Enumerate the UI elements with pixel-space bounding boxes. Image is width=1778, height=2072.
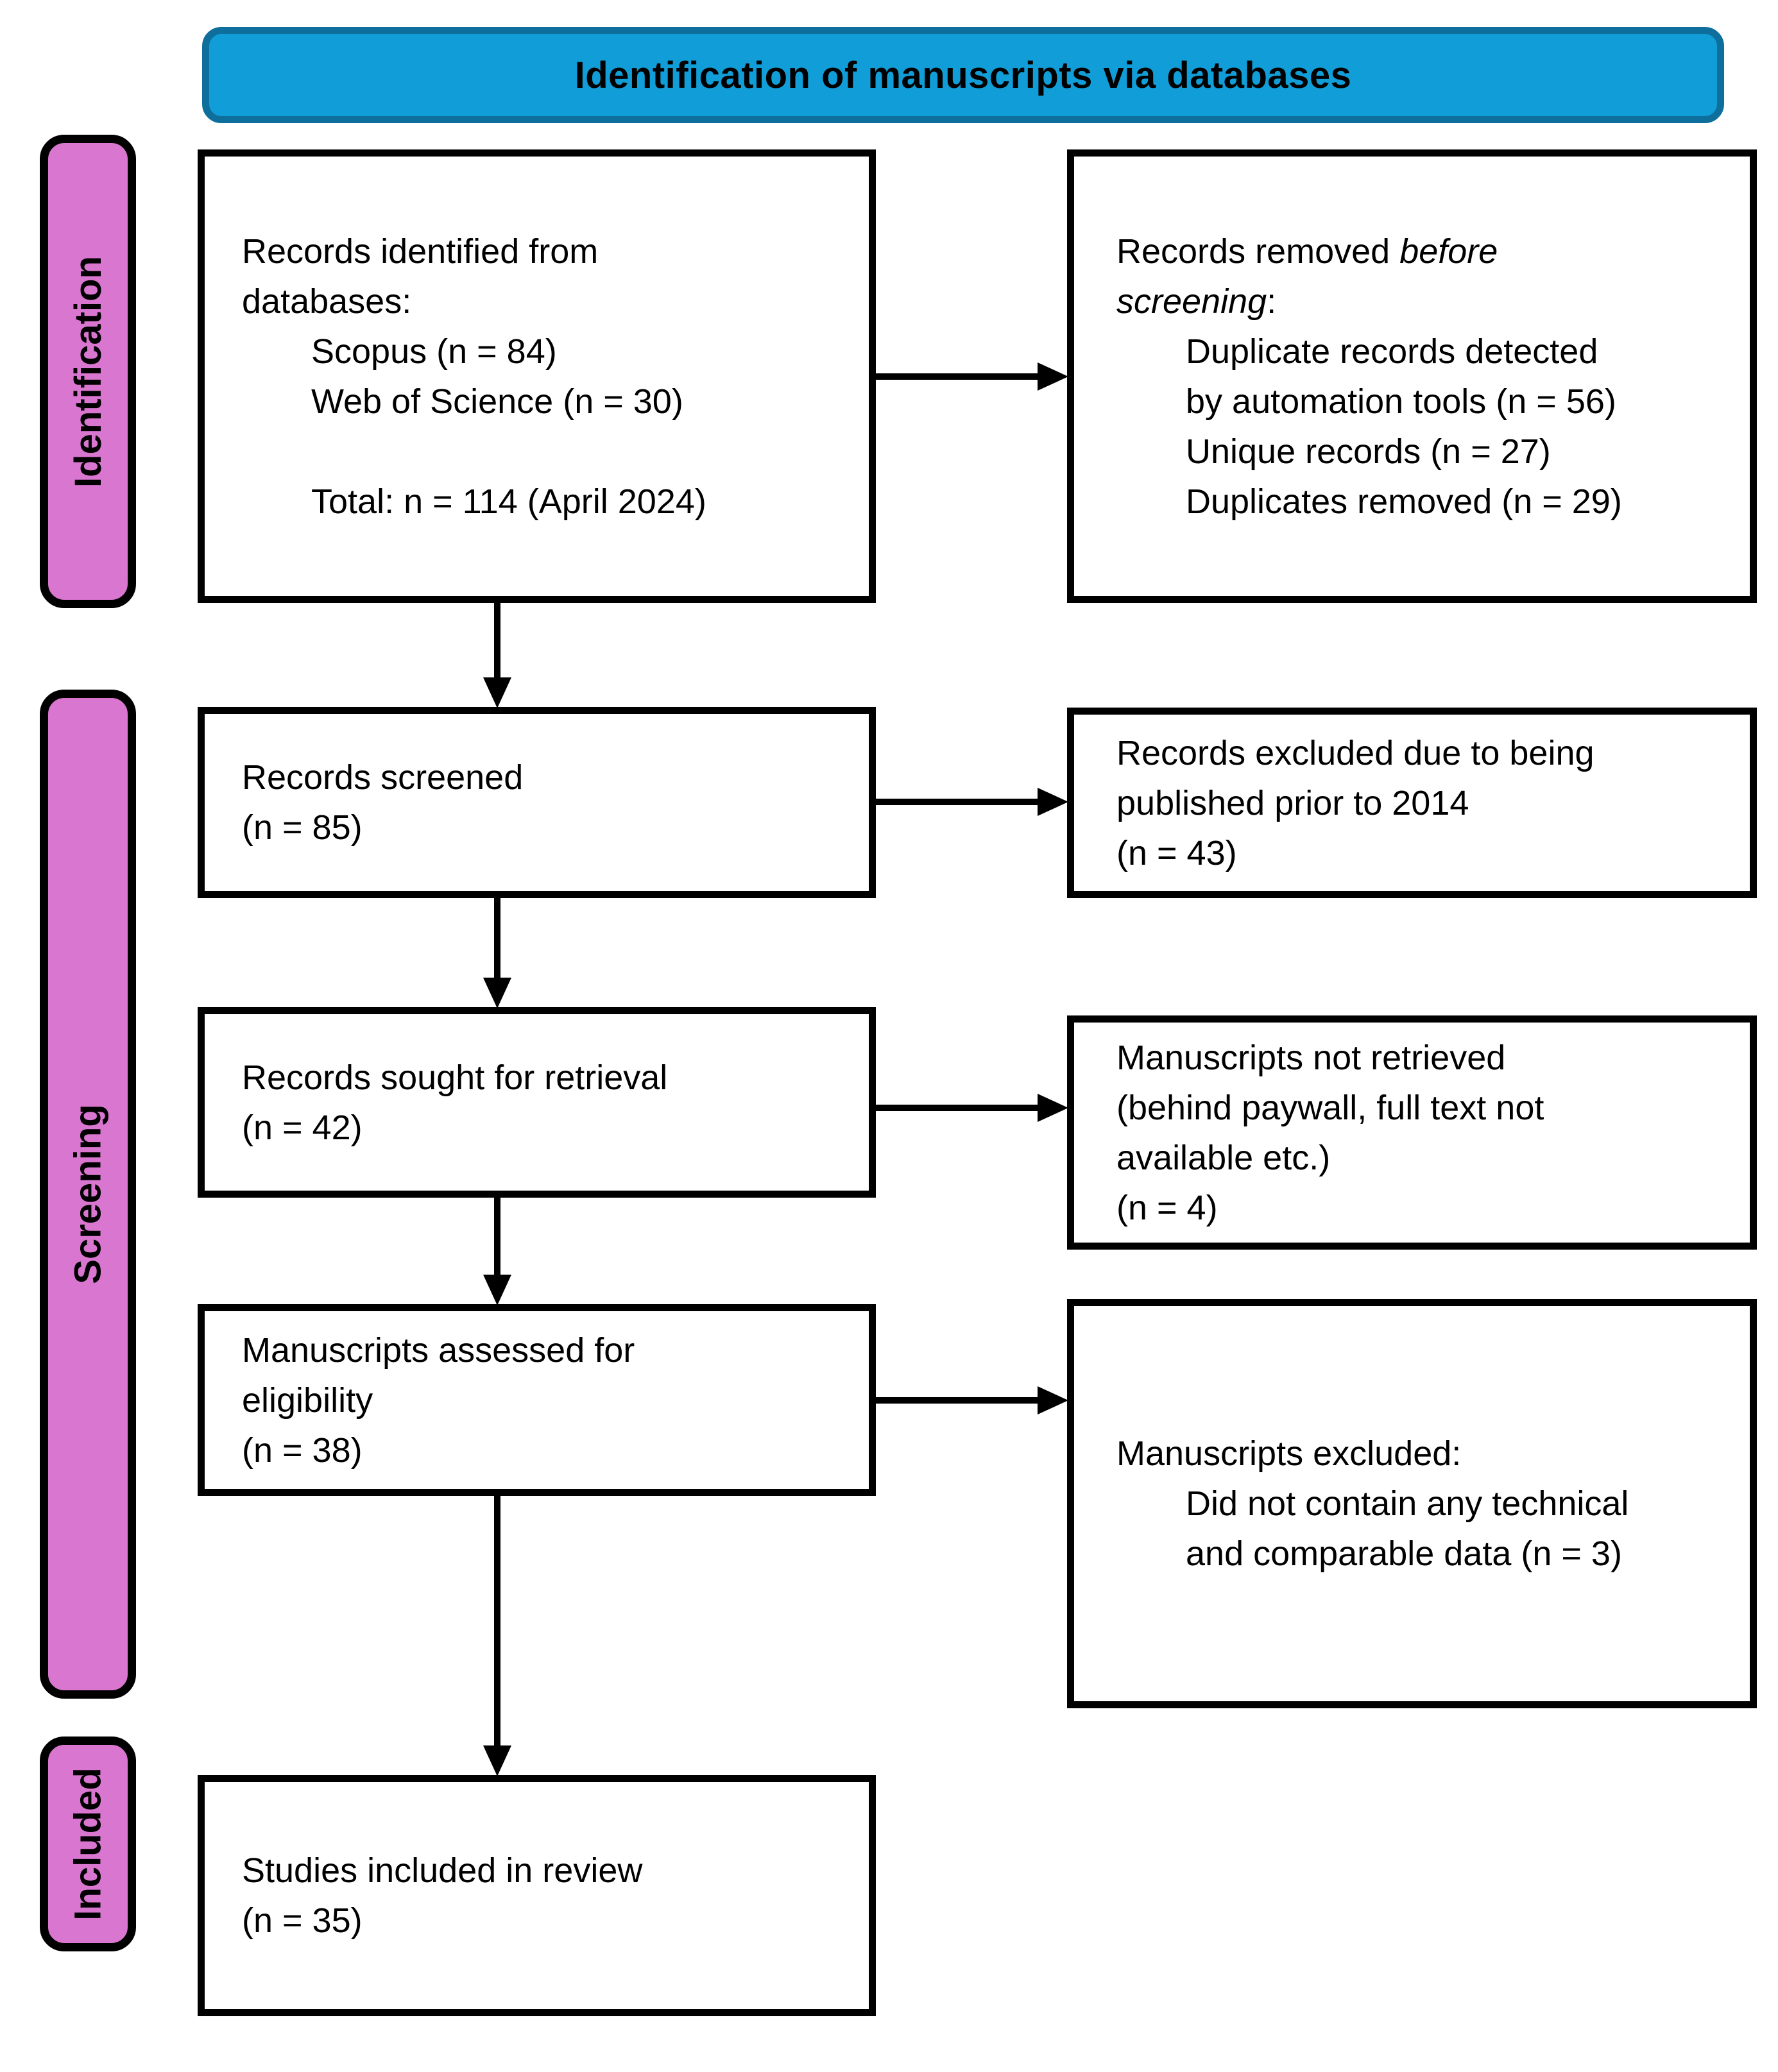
- arrow-sought-to-not-retrieved: [876, 1094, 1068, 1122]
- box-manuscripts-assessed: [198, 1304, 876, 1496]
- stage-label-screening: [40, 690, 136, 1699]
- box-records-excluded: [1067, 708, 1757, 898]
- text-line: (behind paywall, full text not: [1116, 1088, 1544, 1127]
- box-records-identified: [198, 149, 876, 603]
- arrow-screened-to-excluded: [876, 788, 1068, 816]
- arrow-shaft: [876, 799, 1039, 805]
- text-line: eligibility: [242, 1380, 373, 1420]
- text-line: by automation tools (n = 56): [1186, 382, 1616, 421]
- blank-line: [242, 427, 853, 477]
- arrow-shaft: [494, 1496, 500, 1747]
- text-line: Unique records (n = 27): [1186, 432, 1551, 471]
- text-line: published prior to 2014: [1116, 783, 1469, 822]
- text-line: (n = 4): [1116, 1188, 1218, 1227]
- arrow-head: [483, 978, 511, 1008]
- arrow-head: [1038, 788, 1068, 816]
- text-line: (n = 85): [242, 808, 363, 847]
- arrow-head: [1038, 1094, 1068, 1122]
- box-records-removed: [1067, 149, 1757, 603]
- text-line: Records screened: [242, 758, 524, 797]
- text-line: Records excluded due to being: [1116, 733, 1594, 772]
- arrow-head: [483, 677, 511, 708]
- text-line: Duplicate records detected: [1186, 332, 1598, 371]
- text-line: Total: n = 114 (April 2024): [311, 482, 706, 521]
- text-line: (n = 43): [1116, 833, 1237, 872]
- text-line: Did not contain any technical: [1186, 1484, 1629, 1523]
- arrow-head: [483, 1275, 511, 1305]
- text-line: available etc.): [1116, 1138, 1331, 1177]
- text-line: Records identified from: [242, 232, 599, 271]
- arrow-assessed-to-included: [483, 1496, 511, 1776]
- text-line: (n = 35): [242, 1901, 363, 1940]
- box-records-screened: [198, 707, 876, 898]
- arrow-identified-to-removed: [876, 362, 1068, 391]
- arrow-head: [1038, 1386, 1068, 1414]
- arrow-shaft: [876, 1397, 1039, 1404]
- arrow-head: [1038, 362, 1068, 391]
- text-line: Studies included in review: [242, 1851, 643, 1890]
- arrow-sought-to-assessed: [483, 1198, 511, 1305]
- text-line: Manuscripts not retrieved: [1116, 1038, 1506, 1077]
- box-manuscripts-excluded: [1067, 1299, 1757, 1708]
- box-records-sought: [198, 1007, 876, 1198]
- stage-label-included: [40, 1737, 136, 1951]
- text-line: screening:: [1116, 282, 1277, 321]
- text-line: Scopus (n = 84): [311, 332, 557, 371]
- box-studies-included: [198, 1775, 876, 2016]
- arrow-identified-to-screened: [483, 603, 511, 708]
- text-line: and comparable data (n = 3): [1186, 1534, 1622, 1573]
- box-manuscripts-not-retrieved: [1067, 1015, 1757, 1250]
- arrow-shaft: [494, 603, 500, 679]
- text-line: (n = 38): [242, 1431, 363, 1470]
- arrow-head: [483, 1745, 511, 1776]
- stage-label-text: Included: [67, 1767, 109, 1921]
- text-line: (n = 42): [242, 1108, 363, 1147]
- arrow-assessed-to-excluded: [876, 1386, 1068, 1414]
- arrow-shaft: [494, 1198, 500, 1276]
- arrow-shaft: [876, 373, 1039, 380]
- text-line: Web of Science (n = 30): [311, 382, 683, 421]
- arrow-screened-to-sought: [483, 898, 511, 1008]
- text-line: Manuscripts assessed for: [242, 1330, 635, 1370]
- stage-label-text: Screening: [67, 1104, 109, 1284]
- stage-label-text: Identification: [67, 255, 109, 488]
- arrow-shaft: [876, 1105, 1039, 1111]
- stage-label-identification: [40, 135, 136, 608]
- text-line: Manuscripts excluded:: [1116, 1434, 1462, 1473]
- text-line: databases:: [242, 282, 412, 321]
- header-banner: [202, 27, 1724, 123]
- text-line: Records sought for retrieval: [242, 1058, 668, 1097]
- text-line: Duplicates removed (n = 29): [1186, 482, 1622, 521]
- text-line: Records removed before: [1116, 232, 1498, 271]
- arrow-shaft: [494, 898, 500, 979]
- header-title: Identification of manuscripts via databases: [574, 54, 1352, 96]
